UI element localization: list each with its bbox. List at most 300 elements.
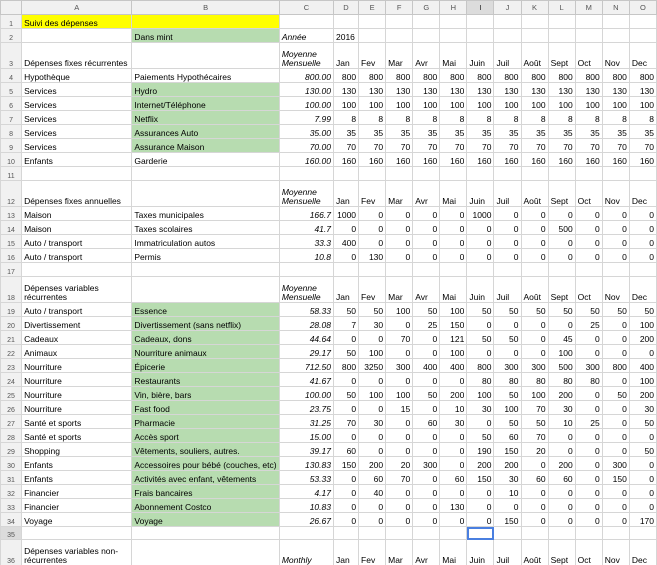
cell-a3[interactable]: Dépenses fixes récurrentes [22,43,132,69]
cell-c21[interactable]: 44.64 [279,331,333,345]
cell-e6[interactable]: 100 [359,97,386,111]
cell-n36[interactable]: Nov [602,540,629,565]
cell-f5[interactable]: 130 [386,83,413,97]
cell-e4[interactable]: 800 [359,69,386,83]
cell-b10[interactable]: Garderie [132,153,279,167]
cell-m16[interactable]: 0 [575,249,602,263]
column-header-g[interactable]: G [413,1,440,15]
cell-o36[interactable]: Dec [629,540,656,565]
cell-j9[interactable]: 70 [494,139,521,153]
cell-d30[interactable]: 150 [333,457,358,471]
cell-g29[interactable]: 0 [413,443,440,457]
cell-o21[interactable]: 200 [629,331,656,345]
cell-i33[interactable]: 0 [467,499,494,513]
cell-l27[interactable]: 10 [548,415,575,429]
cell-l23[interactable]: 500 [548,359,575,373]
cell-o31[interactable]: 0 [629,471,656,485]
cell-m17[interactable] [575,263,602,277]
cell-d19[interactable]: 50 [333,303,358,317]
cell-d17[interactable] [333,263,358,277]
cell-o2[interactable] [629,29,656,43]
cell-l8[interactable]: 35 [548,125,575,139]
cell-e24[interactable]: 0 [359,373,386,387]
cell-k35[interactable] [521,527,548,540]
cell-i21[interactable]: 50 [467,331,494,345]
cell-d13[interactable]: 1000 [333,207,358,221]
cell-j16[interactable]: 0 [494,249,521,263]
cell-o29[interactable]: 50 [629,443,656,457]
cell-g13[interactable]: 0 [413,207,440,221]
cell-o20[interactable]: 100 [629,317,656,331]
cell-c13[interactable]: 166.7 [279,207,333,221]
cell-m15[interactable]: 0 [575,235,602,249]
row-header[interactable]: 23 [1,359,22,373]
row-header[interactable]: 34 [1,513,22,527]
cell-e18[interactable]: Fev [359,277,386,303]
cell-l4[interactable]: 800 [548,69,575,83]
cell-k25[interactable]: 100 [521,387,548,401]
cell-a15[interactable]: Auto / transport [22,235,132,249]
cell-e13[interactable]: 0 [359,207,386,221]
cell-i31[interactable]: 150 [467,471,494,485]
cell-g8[interactable]: 35 [413,125,440,139]
cell-o6[interactable]: 100 [629,97,656,111]
cell-b4[interactable]: Paiements Hypothécaires [132,69,279,83]
cell-i9[interactable]: 70 [467,139,494,153]
row-header[interactable]: 21 [1,331,22,345]
cell-o3[interactable]: Dec [629,43,656,69]
cell-e33[interactable]: 0 [359,499,386,513]
cell-f30[interactable]: 20 [386,457,413,471]
cell-a24[interactable]: Nourriture [22,373,132,387]
cell-j12[interactable]: Juil [494,181,521,207]
cell-a10[interactable]: Enfants [22,153,132,167]
cell-n33[interactable]: 0 [602,499,629,513]
cell-b26[interactable]: Fast food [132,401,279,415]
cell-b18[interactable] [132,277,279,303]
cell-k31[interactable]: 60 [521,471,548,485]
cell-i19[interactable]: 50 [467,303,494,317]
cell-h4[interactable]: 800 [440,69,467,83]
cell-i5[interactable]: 130 [467,83,494,97]
cell-c12[interactable]: Moyenne Mensuelle [279,181,333,207]
cell-k30[interactable]: 0 [521,457,548,471]
cell-b22[interactable]: Nourriture animaux [132,345,279,359]
cell-b36[interactable] [132,540,279,565]
cell-f6[interactable]: 100 [386,97,413,111]
cell-b7[interactable]: Netflix [132,111,279,125]
cell-m2[interactable] [575,29,602,43]
cell-l1[interactable] [548,15,575,29]
cell-k2[interactable] [521,29,548,43]
cell-h33[interactable]: 130 [440,499,467,513]
cell-g31[interactable]: 0 [413,471,440,485]
cell-i11[interactable] [467,167,494,181]
row-header[interactable]: 14 [1,221,22,235]
cell-m33[interactable]: 0 [575,499,602,513]
cell-a1[interactable]: Suivi des dépenses [22,15,132,29]
cell-d3[interactable]: Jan [333,43,358,69]
cell-m24[interactable]: 80 [575,373,602,387]
cell-f7[interactable]: 8 [386,111,413,125]
cell-b8[interactable]: Assurances Auto [132,125,279,139]
cell-i32[interactable]: 0 [467,485,494,499]
select-all-corner[interactable] [1,1,22,15]
cell-a28[interactable]: Santé et sports [22,429,132,443]
cell-h1[interactable] [440,15,467,29]
cell-k1[interactable] [521,15,548,29]
cell-a2[interactable] [22,29,132,43]
cell-i28[interactable]: 50 [467,429,494,443]
cell-i13[interactable]: 1000 [467,207,494,221]
cell-e30[interactable]: 200 [359,457,386,471]
cell-k6[interactable]: 100 [521,97,548,111]
cell-g27[interactable]: 60 [413,415,440,429]
cell-b24[interactable]: Restaurants [132,373,279,387]
cell-m6[interactable]: 100 [575,97,602,111]
cell-k16[interactable]: 0 [521,249,548,263]
cell-d26[interactable]: 0 [333,401,358,415]
cell-b17[interactable] [132,263,279,277]
cell-g26[interactable]: 0 [413,401,440,415]
cell-h16[interactable]: 0 [440,249,467,263]
cell-m32[interactable]: 0 [575,485,602,499]
cell-m18[interactable]: Oct [575,277,602,303]
cell-m20[interactable]: 25 [575,317,602,331]
cell-o27[interactable]: 50 [629,415,656,429]
cell-o5[interactable]: 130 [629,83,656,97]
cell-n30[interactable]: 300 [602,457,629,471]
column-header-m[interactable]: M [575,1,602,15]
cell-c35[interactable] [279,527,333,540]
cell-a14[interactable]: Maison [22,221,132,235]
cell-b19[interactable]: Essence [132,303,279,317]
cell-l34[interactable]: 0 [548,513,575,527]
cell-n25[interactable]: 50 [602,387,629,401]
cell-g24[interactable]: 0 [413,373,440,387]
cell-n18[interactable]: Nov [602,277,629,303]
cell-d18[interactable]: Jan [333,277,358,303]
cell-e36[interactable]: Fev [359,540,386,565]
cell-e22[interactable]: 100 [359,345,386,359]
row-header[interactable]: 31 [1,471,22,485]
cell-n8[interactable]: 35 [602,125,629,139]
cell-d12[interactable]: Jan [333,181,358,207]
cell-e29[interactable]: 0 [359,443,386,457]
cell-f36[interactable]: Mar [386,540,413,565]
cell-l30[interactable]: 200 [548,457,575,471]
cell-a8[interactable]: Services [22,125,132,139]
cell-h6[interactable]: 100 [440,97,467,111]
row-header[interactable]: 20 [1,317,22,331]
cell-c2[interactable]: Année [279,29,333,43]
cell-g11[interactable] [413,167,440,181]
cell-g12[interactable]: Avr [413,181,440,207]
cell-f26[interactable]: 15 [386,401,413,415]
cell-n10[interactable]: 160 [602,153,629,167]
cell-k10[interactable]: 160 [521,153,548,167]
cell-a18[interactable]: Dépenses variables récurrentes [22,277,132,303]
cell-f11[interactable] [386,167,413,181]
cell-j11[interactable] [494,167,521,181]
cell-b34[interactable]: Voyage [132,513,279,527]
cell-h29[interactable]: 0 [440,443,467,457]
row-header[interactable]: 35 [1,527,22,540]
cell-d23[interactable]: 800 [333,359,358,373]
cell-c4[interactable]: 800.00 [279,69,333,83]
row-header[interactable]: 10 [1,153,22,167]
cell-a26[interactable]: Nourriture [22,401,132,415]
cell-h23[interactable]: 400 [440,359,467,373]
cell-m9[interactable]: 70 [575,139,602,153]
cell-d29[interactable]: 60 [333,443,358,457]
cell-n24[interactable]: 0 [602,373,629,387]
cell-o23[interactable]: 400 [629,359,656,373]
cell-n5[interactable]: 130 [602,83,629,97]
cell-c3[interactable]: Moyenne Mensuelle [279,43,333,69]
row-header[interactable]: 6 [1,97,22,111]
cell-h32[interactable]: 0 [440,485,467,499]
row-header[interactable]: 13 [1,207,22,221]
cell-d21[interactable]: 0 [333,331,358,345]
cell-e19[interactable]: 50 [359,303,386,317]
cell-f8[interactable]: 35 [386,125,413,139]
cell-k24[interactable]: 80 [521,373,548,387]
cell-g30[interactable]: 300 [413,457,440,471]
cell-c7[interactable]: 7.99 [279,111,333,125]
cell-k21[interactable]: 0 [521,331,548,345]
cell-n9[interactable]: 70 [602,139,629,153]
cell-b32[interactable]: Frais bancaires [132,485,279,499]
cell-i27[interactable]: 0 [467,415,494,429]
cell-i6[interactable]: 100 [467,97,494,111]
cell-j32[interactable]: 10 [494,485,521,499]
cell-o1[interactable] [629,15,656,29]
row-header[interactable]: 19 [1,303,22,317]
cell-l14[interactable]: 500 [548,221,575,235]
row-header[interactable]: 7 [1,111,22,125]
cell-m21[interactable]: 0 [575,331,602,345]
cell-e9[interactable]: 70 [359,139,386,153]
cell-e32[interactable]: 40 [359,485,386,499]
cell-d7[interactable]: 8 [333,111,358,125]
cell-a21[interactable]: Cadeaux [22,331,132,345]
cell-n35[interactable] [602,527,629,540]
cell-l36[interactable]: Sept [548,540,575,565]
cell-j33[interactable]: 0 [494,499,521,513]
cell-f25[interactable]: 100 [386,387,413,401]
cell-d35[interactable] [333,527,358,540]
row-header[interactable]: 1 [1,15,22,29]
cell-g28[interactable]: 0 [413,429,440,443]
column-header-f[interactable]: F [386,1,413,15]
cell-o13[interactable]: 0 [629,207,656,221]
cell-k34[interactable]: 0 [521,513,548,527]
cell-b16[interactable]: Permis [132,249,279,263]
cell-o25[interactable]: 200 [629,387,656,401]
cell-o34[interactable]: 170 [629,513,656,527]
cell-l29[interactable]: 0 [548,443,575,457]
cell-e28[interactable]: 0 [359,429,386,443]
cell-b6[interactable]: Internet/Téléphone [132,97,279,111]
cell-i34[interactable]: 0 [467,513,494,527]
cell-e11[interactable] [359,167,386,181]
cell-a5[interactable]: Services [22,83,132,97]
cell-f4[interactable]: 800 [386,69,413,83]
cell-i30[interactable]: 200 [467,457,494,471]
cell-f23[interactable]: 300 [386,359,413,373]
cell-m28[interactable]: 0 [575,429,602,443]
cell-k4[interactable]: 800 [521,69,548,83]
cell-a20[interactable]: Divertissement [22,317,132,331]
cell-e26[interactable]: 0 [359,401,386,415]
cell-d11[interactable] [333,167,358,181]
cell-g18[interactable]: Avr [413,277,440,303]
row-header[interactable]: 3 [1,43,22,69]
cell-l24[interactable]: 80 [548,373,575,387]
cell-g7[interactable]: 8 [413,111,440,125]
cell-b5[interactable]: Hydro [132,83,279,97]
cell-m13[interactable]: 0 [575,207,602,221]
cell-l5[interactable]: 130 [548,83,575,97]
cell-g3[interactable]: Avr [413,43,440,69]
cell-a31[interactable]: Enfants [22,471,132,485]
cell-a12[interactable]: Dépenses fixes annuelles [22,181,132,207]
cell-h7[interactable]: 8 [440,111,467,125]
cell-f29[interactable]: 0 [386,443,413,457]
cell-n1[interactable] [602,15,629,29]
cell-o35[interactable] [629,527,656,540]
cell-f17[interactable] [386,263,413,277]
cell-c11[interactable] [279,167,333,181]
cell-c6[interactable]: 100.00 [279,97,333,111]
cell-h28[interactable]: 0 [440,429,467,443]
cell-c10[interactable]: 160.00 [279,153,333,167]
cell-c19[interactable]: 58.33 [279,303,333,317]
cell-m5[interactable]: 130 [575,83,602,97]
cell-f31[interactable]: 70 [386,471,413,485]
cell-l7[interactable]: 8 [548,111,575,125]
cell-g34[interactable]: 0 [413,513,440,527]
cell-h9[interactable]: 70 [440,139,467,153]
column-header-h[interactable]: H [440,1,467,15]
cell-h5[interactable]: 130 [440,83,467,97]
cell-j28[interactable]: 60 [494,429,521,443]
cell-m4[interactable]: 800 [575,69,602,83]
cell-l22[interactable]: 100 [548,345,575,359]
cell-c30[interactable]: 130.83 [279,457,333,471]
column-header-d[interactable]: D [333,1,358,15]
row-header[interactable]: 12 [1,181,22,207]
cell-g9[interactable]: 70 [413,139,440,153]
cell-h19[interactable]: 100 [440,303,467,317]
row-header[interactable]: 25 [1,387,22,401]
cell-h13[interactable]: 0 [440,207,467,221]
cell-e15[interactable]: 0 [359,235,386,249]
cell-n34[interactable]: 0 [602,513,629,527]
cell-g20[interactable]: 25 [413,317,440,331]
cell-d16[interactable]: 0 [333,249,358,263]
cell-a16[interactable]: Auto / transport [22,249,132,263]
cell-f20[interactable]: 0 [386,317,413,331]
cell-b33[interactable]: Abonnement Costco [132,499,279,513]
cell-e27[interactable]: 30 [359,415,386,429]
cell-j22[interactable]: 0 [494,345,521,359]
cell-n3[interactable]: Nov [602,43,629,69]
cell-o7[interactable]: 8 [629,111,656,125]
cell-h18[interactable]: Mai [440,277,467,303]
cell-h25[interactable]: 200 [440,387,467,401]
cell-i8[interactable]: 35 [467,125,494,139]
cell-m29[interactable]: 0 [575,443,602,457]
cell-c29[interactable]: 39.17 [279,443,333,457]
row-header[interactable]: 18 [1,277,22,303]
cell-i1[interactable] [467,15,494,29]
cell-c17[interactable] [279,263,333,277]
cell-o14[interactable]: 0 [629,221,656,235]
cell-k7[interactable]: 8 [521,111,548,125]
cell-o8[interactable]: 35 [629,125,656,139]
cell-b15[interactable]: Immatriculation autos [132,235,279,249]
row-header[interactable]: 29 [1,443,22,457]
cell-m8[interactable]: 35 [575,125,602,139]
cell-f22[interactable]: 0 [386,345,413,359]
cell-a33[interactable]: Financier [22,499,132,513]
cell-l18[interactable]: Sept [548,277,575,303]
cell-k14[interactable]: 0 [521,221,548,235]
cell-i20[interactable]: 0 [467,317,494,331]
cell-f18[interactable]: Mar [386,277,413,303]
cell-c1[interactable] [279,15,333,29]
cell-b13[interactable]: Taxes municipales [132,207,279,221]
cell-n27[interactable]: 0 [602,415,629,429]
column-header-i[interactable]: I [467,1,494,15]
cell-d6[interactable]: 100 [333,97,358,111]
cell-b31[interactable]: Activités avec enfant, vêtements [132,471,279,485]
cell-c18[interactable]: Moyenne Mensuelle [279,277,333,303]
cell-n16[interactable]: 0 [602,249,629,263]
cell-n4[interactable]: 800 [602,69,629,83]
cell-k33[interactable]: 0 [521,499,548,513]
cell-b30[interactable]: Accessoires pour bébé (couches, etc) [132,457,279,471]
cell-c9[interactable]: 70.00 [279,139,333,153]
row-header[interactable]: 33 [1,499,22,513]
row-header[interactable]: 17 [1,263,22,277]
cell-l25[interactable]: 200 [548,387,575,401]
cell-i17[interactable] [467,263,494,277]
cell-i22[interactable]: 0 [467,345,494,359]
cell-l16[interactable]: 0 [548,249,575,263]
cell-g17[interactable] [413,263,440,277]
column-header-o[interactable]: O [629,1,656,15]
cell-k5[interactable]: 130 [521,83,548,97]
cell-a29[interactable]: Shopping [22,443,132,457]
cell-d28[interactable]: 0 [333,429,358,443]
cell-c16[interactable]: 10.8 [279,249,333,263]
cell-a35[interactable] [22,527,132,540]
cell-g10[interactable]: 160 [413,153,440,167]
cell-o16[interactable]: 0 [629,249,656,263]
row-header[interactable]: 9 [1,139,22,153]
cell-b3[interactable] [132,43,279,69]
cell-m3[interactable]: Oct [575,43,602,69]
cell-h26[interactable]: 10 [440,401,467,415]
cell-m25[interactable]: 0 [575,387,602,401]
cell-e1[interactable] [359,15,386,29]
cell-d36[interactable]: Jan [333,540,358,565]
cell-k32[interactable]: 0 [521,485,548,499]
cell-e34[interactable]: 0 [359,513,386,527]
